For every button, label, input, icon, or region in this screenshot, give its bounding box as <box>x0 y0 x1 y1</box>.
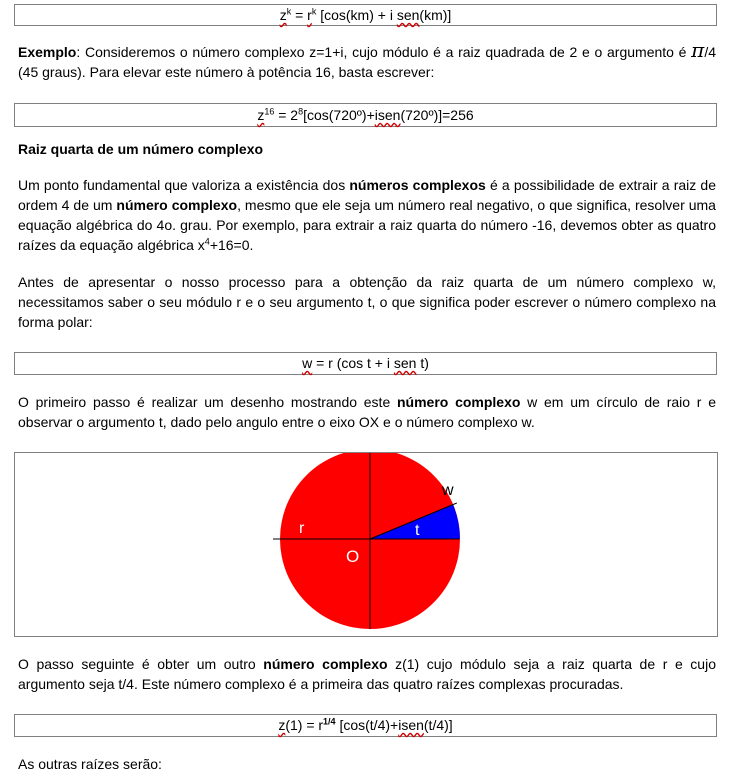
formula-z: z <box>257 107 265 123</box>
label-r: r <box>299 520 305 537</box>
formula-z: z <box>279 7 287 23</box>
exponent-16: 16 <box>264 106 275 117</box>
paragraph-next-step <box>18 654 716 694</box>
bold-term: número complexo <box>396 394 521 410</box>
bold-term: números complexos <box>349 177 486 193</box>
formula-box-power <box>14 4 717 26</box>
formula-part: (1) = r <box>285 717 324 733</box>
formula-box-root <box>14 714 717 737</box>
exponent-quarter: 1/4 <box>323 716 336 727</box>
label-t: t <box>415 522 420 539</box>
exponent-k-r: k <box>311 6 317 17</box>
exponent-4: 4 <box>204 236 210 247</box>
paragraph-intro <box>18 175 716 255</box>
formula-r: r <box>307 7 312 23</box>
text: z(1) cujo módulo seja a raiz quarta de r e cujo argumento seja t/4. Este número complexo é a primeira das quatro raízes complexas procuradas. <box>18 656 716 692</box>
text: +16=0. <box>209 237 254 253</box>
example-paragraph <box>18 38 716 82</box>
exponent-8: 8 <box>298 106 304 117</box>
text: w em um círculo de raio r e observar o argumento t, dado pelo angulo entre o eixo OX e o número complexo w. <box>18 394 716 430</box>
bold-term: número complexo <box>116 197 238 213</box>
formula-box-polar <box>14 352 717 375</box>
formula-sen: sen <box>396 7 420 23</box>
paragraph-first-step <box>18 392 716 432</box>
formula-part: (t/4)] <box>423 717 453 733</box>
paragraph-polar: Antes de apresentar o nosso processo para a obtenção da raiz quarta de um número complexo w, necessitamos saber o seu módulo r e o seu argumento t, o que significa poder escrever o número complexo na forma polar: <box>18 274 716 330</box>
formula-part: [cos(t/4)+ <box>335 717 399 733</box>
formula-eq: = <box>291 7 308 23</box>
circle-diagram <box>15 453 717 636</box>
formula-part: [cos(720º)+ <box>303 107 375 123</box>
text: , mesmo que ele seja um número real negativo, o que significa, resolver uma equação algébrica do 4o. grau. Por exemplo, para extrair a raiz quarta do número -16, devemos obter as quatro raízes da equação algébrica x <box>18 197 716 253</box>
section-title: Raiz quarta de um número complexo <box>18 141 264 157</box>
formula-z: z <box>278 717 286 733</box>
formula-sen: sen <box>393 355 417 371</box>
exponent-k: k <box>286 6 292 17</box>
formula-box-example <box>14 103 717 127</box>
formula-isen: isen <box>398 717 424 733</box>
formula-part: t) <box>416 355 429 371</box>
formula-part: [cos(km) + i <box>316 7 397 23</box>
example-label: Exemplo <box>18 44 77 60</box>
label-origin: O <box>346 547 360 566</box>
example-text: : Consideremos o número complexo z=1+i, cujo módulo é a raiz quadrada de 2 e o argumento é <box>76 44 692 60</box>
text: Um ponto fundamental que valoriza a existência dos <box>18 177 350 193</box>
bold-term: número complexo <box>263 656 388 672</box>
text: O passo seguinte é obter um outro <box>18 656 264 672</box>
formula-part: = r (cos t + i <box>312 355 394 371</box>
text: O primeiro passo é realizar um desenho mostrando este <box>18 394 397 410</box>
paragraph-other-roots: As outras raízes serão: <box>18 756 162 772</box>
formula-eq: = 2 <box>274 107 299 123</box>
text: é a possibilidade de extrair a raiz de ordem 4 de um <box>18 177 717 213</box>
label-w: w <box>442 482 454 499</box>
formula-part: (720º)]=256 <box>400 107 474 123</box>
formula-part: (km)] <box>419 7 452 23</box>
circle-figure <box>14 452 718 637</box>
example-text: /4 (45 graus). Para elevar este número à potência 16, basta escrever: <box>18 44 716 80</box>
formula-w: w <box>302 355 313 371</box>
formula-isen: isen <box>374 107 401 123</box>
pi-symbol: π <box>691 38 705 62</box>
